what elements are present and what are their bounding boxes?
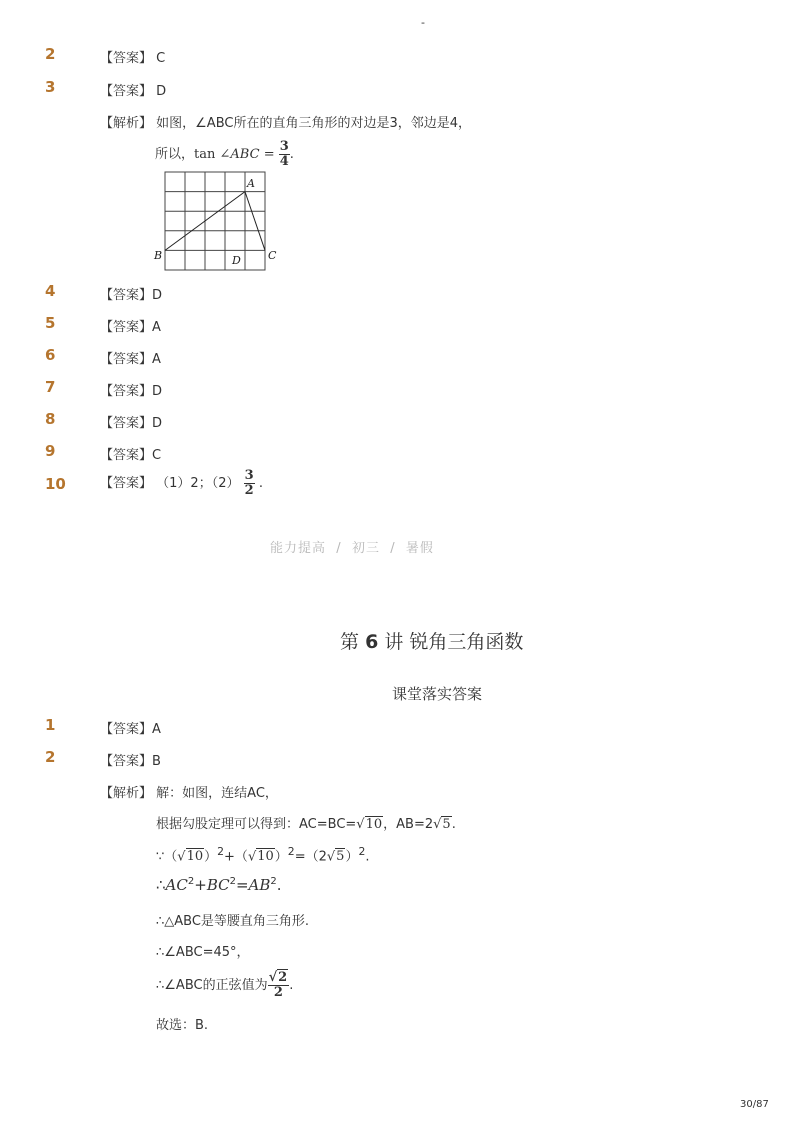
- solution-line: ∴△ABC是等腰直角三角形.: [156, 914, 310, 929]
- question-number: 1: [45, 716, 56, 734]
- section-subtitle: 课堂落实答案: [392, 685, 483, 703]
- exponent: 2: [287, 845, 295, 858]
- answer-value: D: [156, 84, 167, 99]
- answer-label: 【答案】: [100, 84, 153, 99]
- answer-label: 【答案】: [100, 352, 153, 367]
- answer-row: [100, 316, 161, 335]
- math-term: AC: [165, 876, 188, 894]
- solution-text: +（: [224, 849, 248, 865]
- answer-value: A: [152, 722, 161, 737]
- analysis-text: 如图，∠ABC所在的直角三角形的对边是3，邻边是4，: [156, 116, 472, 131]
- solution-text: ，AB=2: [383, 817, 434, 832]
- solution-line: [156, 966, 293, 1006]
- answer-label: 【答案】: [100, 51, 153, 66]
- question-number: 3: [45, 78, 56, 96]
- fraction-denominator: 2: [273, 985, 283, 1000]
- fraction-numerator: 3: [279, 139, 289, 154]
- answer-value: C: [156, 51, 166, 66]
- tan-suffix: .: [289, 147, 294, 162]
- header-dash: -: [421, 16, 425, 29]
- tan-fraction: [279, 140, 290, 169]
- fraction-numerator: 3: [244, 468, 254, 483]
- sqrt-expression: √2: [268, 970, 288, 985]
- radicand: 5: [336, 849, 345, 865]
- label-a: A: [247, 177, 255, 190]
- analysis-label: 【解析】: [100, 786, 153, 801]
- answer-label: 【答案】: [100, 288, 153, 303]
- label-b: B: [154, 249, 163, 262]
- title-suffix: 讲 锐角三角函数: [384, 631, 524, 653]
- radicand: 10: [186, 849, 204, 865]
- solution-text: =（2: [294, 849, 327, 865]
- question-number: 2: [45, 748, 56, 766]
- sqrt-expression: √5: [433, 817, 451, 832]
- page-number: 30/87: [740, 1099, 769, 1110]
- question-number: 4: [45, 282, 56, 300]
- answer-label: 【答案】: [100, 416, 153, 431]
- answer-row: [100, 466, 263, 502]
- sqrt-expression: √10: [356, 817, 383, 832]
- exponent: 2: [270, 876, 277, 887]
- question-number: 9: [45, 442, 56, 460]
- question-number: 5: [45, 314, 56, 332]
- solution-text: 根据勾股定理可以得到：AC=BC=: [156, 817, 357, 832]
- radicand: 2: [278, 970, 288, 985]
- solution-text: ∵（: [156, 849, 178, 865]
- answer-label: 【答案】: [100, 754, 153, 769]
- page-footer: [270, 537, 434, 556]
- answer-row: [100, 750, 161, 769]
- footer-grade: 初三: [351, 541, 380, 556]
- solution-text: +: [194, 876, 207, 894]
- answer-row: [100, 284, 162, 303]
- solution-line: 故选：B.: [156, 1018, 209, 1033]
- answer-fraction: [244, 469, 255, 498]
- solution-text: ）: [204, 849, 218, 865]
- tan-equals: =: [263, 147, 275, 162]
- fraction-denominator: 4: [279, 154, 289, 169]
- solution-line: [156, 876, 282, 894]
- math-term: BC: [206, 876, 230, 894]
- question-number: 2: [45, 45, 56, 63]
- title-prefix: 第: [340, 631, 360, 653]
- lecture-title: [340, 627, 523, 654]
- sqrt-expression: √10: [247, 849, 274, 865]
- answer-value: B: [152, 754, 161, 769]
- footer-course: 能力提高: [270, 541, 327, 556]
- tan-func: tan: [194, 147, 216, 162]
- label-d: D: [232, 254, 241, 267]
- radicand: 10: [365, 817, 383, 832]
- exponent: 2: [187, 876, 195, 887]
- sqrt-expression: √10: [177, 849, 204, 865]
- answer-value: A: [152, 352, 161, 367]
- solution-text: .: [276, 876, 282, 894]
- fraction-numerator: [268, 971, 290, 986]
- answer-value: D: [152, 416, 163, 431]
- solution-text: .: [289, 978, 294, 993]
- radicand: 10: [257, 849, 274, 865]
- fraction-denominator: 2: [244, 483, 254, 498]
- math-term: AB: [248, 876, 271, 894]
- answer-row: [100, 444, 161, 463]
- sine-fraction: [268, 971, 290, 1000]
- answer-label: 【答案】: [100, 384, 153, 399]
- exponent: 2: [217, 845, 225, 858]
- triangle-lines: [165, 192, 265, 251]
- title-number: 6: [365, 631, 379, 653]
- question-number: 6: [45, 346, 56, 364]
- question-number: 8: [45, 410, 56, 428]
- answer-parts: （1）2；（2）: [156, 476, 240, 491]
- exponent: 2: [358, 845, 366, 858]
- radicand: 5: [442, 817, 451, 832]
- tan-angle: ∠ABC: [219, 147, 260, 162]
- label-c: C: [268, 249, 277, 262]
- solution-text: .: [451, 817, 456, 832]
- analysis-row: [100, 782, 278, 801]
- answer-value: D: [152, 288, 163, 303]
- answer-row: [100, 47, 165, 66]
- solution-text: ∴: [156, 876, 166, 894]
- solution-text: ∴∠ABC的正弦值为: [156, 978, 268, 993]
- answer-label: 【答案】: [100, 320, 153, 335]
- footer-term: 暑假: [405, 541, 434, 556]
- answer-row: [100, 718, 161, 737]
- solution-line: ∴∠ABC=45°，: [156, 945, 250, 960]
- answer-value: D: [152, 384, 163, 399]
- question-number: 10: [45, 475, 66, 493]
- answer-row: [100, 412, 162, 431]
- footer-separator: /: [336, 541, 342, 556]
- grid-triangle-figure: [150, 168, 285, 276]
- answer-row: [100, 80, 166, 99]
- solution-line: [156, 813, 456, 832]
- solution-text: ）: [274, 849, 288, 865]
- answer-suffix: .: [258, 476, 263, 491]
- footer-separator: /: [390, 541, 396, 556]
- tan-prefix: 所以，: [155, 147, 195, 162]
- answer-label: 【答案】: [100, 476, 153, 491]
- exponent: 2: [229, 876, 236, 887]
- question-number: 7: [45, 378, 56, 396]
- analysis-row: [100, 112, 471, 131]
- answer-label: 【答案】: [100, 448, 153, 463]
- analysis-text: 解：如图，连结AC，: [156, 786, 278, 801]
- solution-text: ）: [345, 849, 359, 865]
- solution-text: =: [235, 876, 249, 894]
- answer-row: [100, 348, 161, 367]
- solution-text: .: [365, 849, 370, 865]
- solution-line: [156, 845, 369, 864]
- answer-value: A: [152, 320, 161, 335]
- answer-row: [100, 380, 162, 399]
- analysis-label: 【解析】: [100, 116, 153, 131]
- answer-value: C: [152, 448, 162, 463]
- answer-label: 【答案】: [100, 722, 153, 737]
- sqrt-expression: √5: [326, 849, 345, 865]
